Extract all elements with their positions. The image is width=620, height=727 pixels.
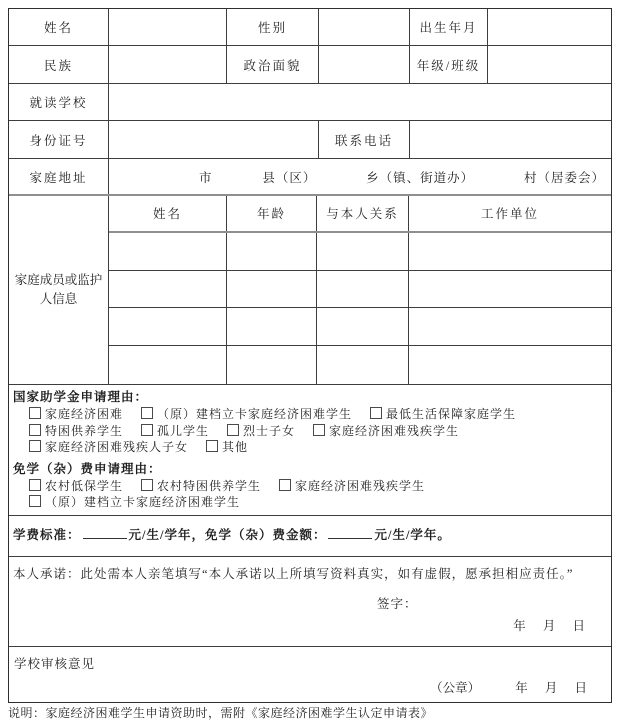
row-basic-2 [9,46,611,84]
waiver-amount-blank[interactable] [328,538,372,539]
school-field[interactable] [109,84,611,120]
checkbox-icon[interactable] [313,424,325,436]
home-address-field[interactable] [109,159,611,194]
checkbox-item[interactable] [141,406,352,423]
checkbox-item[interactable] [29,439,188,456]
family-table-header [109,196,611,233]
promise-statement [9,557,611,582]
family-table-row [109,271,611,309]
checkbox-icon[interactable] [206,440,218,452]
checkbox-icon[interactable] [29,407,41,419]
phone-field[interactable] [410,121,611,158]
checkbox-item[interactable] [29,406,123,423]
checkbox-item[interactable] [279,478,425,495]
political-status-label: 政治面貌 [227,46,319,83]
tuition-standard-row [9,516,611,557]
home-address-label: 家庭地址 [9,159,109,194]
tuition-amount-blank[interactable] [83,538,127,539]
family-name-cell[interactable] [109,271,227,308]
month-label: 月 [542,619,556,633]
checkbox-icon[interactable] [370,407,382,419]
family-employer-cell[interactable] [409,233,611,270]
waiver-amount-label: 免学（杂）费金额： [204,528,327,542]
checkbox-icon[interactable] [29,495,41,507]
checkbox-icon[interactable] [29,440,41,452]
checkbox-label: 家庭经济困难残疾学生 [329,423,460,438]
family-table-row [109,308,611,346]
checkbox-item[interactable] [141,423,209,440]
grant-reasons-title: 国家助学金申请理由： [13,390,149,404]
family-table-row [109,346,611,384]
family-relation-cell[interactable] [317,346,409,384]
political-status-field[interactable] [319,46,410,83]
day-label: 日 [572,619,585,633]
signature-label[interactable]: 签字： [377,597,418,611]
checkbox-icon[interactable] [141,424,153,436]
footnote: 说明：家庭经济困难学生申请资助时，需附《家庭经济困难学生认定申请表》 [8,706,434,720]
row-school [9,84,611,121]
family-col-name: 姓名 [109,196,227,231]
family-age-cell[interactable] [227,271,317,308]
month-label: 月 [544,681,558,695]
checkbox-item[interactable] [29,478,123,495]
checkbox-item[interactable] [313,423,459,440]
family-name-cell[interactable] [109,233,227,270]
checkbox-item[interactable] [29,494,240,511]
birth-date-label: 出生年月 [410,9,488,45]
school-review-section [9,647,611,702]
id-number-label: 身份证号 [9,121,109,158]
promise-prefix: 本人承诺： [13,567,81,581]
application-reasons-section [9,385,611,516]
day-label: 日 [574,681,587,695]
checkbox-icon[interactable] [29,479,41,491]
personal-promise-section [9,557,611,647]
row-address [9,159,611,196]
name-field[interactable] [109,9,227,45]
family-employer-cell[interactable] [409,308,611,345]
checkbox-icon[interactable] [29,424,41,436]
address-township-hint: 乡（镇、街道办） [366,170,475,185]
checkbox-label: 家庭经济困难残疾学生 [295,478,426,493]
checkbox-icon[interactable] [141,479,153,491]
checkbox-item[interactable] [370,406,516,423]
family-members-label: 家庭成员或监护人信息 [9,196,109,384]
checkbox-label: 孤儿学生 [157,423,210,438]
family-employer-cell[interactable] [409,271,611,308]
family-age-cell[interactable] [227,346,317,384]
family-employer-cell[interactable] [409,346,611,384]
checkbox-label: 家庭经济困难 [45,407,124,421]
checkbox-icon[interactable] [227,424,239,436]
checkbox-label: 最低生活保障家庭学生 [386,407,517,421]
checkbox-icon[interactable] [141,407,153,419]
ethnicity-label: 民族 [9,46,109,83]
checkbox-item[interactable] [206,439,248,456]
family-table-row [109,233,611,271]
family-members-table [109,196,611,384]
family-col-relation: 与本人关系 [317,196,409,231]
checkbox-label: （原）建档立卡家庭经济困难学生 [45,495,241,510]
promise-date-line [9,616,611,634]
checkbox-label: 农村特困供养学生 [157,478,262,493]
checkbox-item[interactable] [227,423,295,440]
review-seal-date-line [430,678,587,696]
waiver-unit-text: 元/生/学年。 [374,528,451,542]
row-basic-1 [9,9,611,46]
birth-date-field[interactable] [488,9,611,45]
official-seal-label: （公章） [430,681,481,695]
school-label: 就读学校 [9,84,109,120]
id-number-field[interactable] [109,121,319,158]
checkbox-label: 烈士子女 [243,423,296,438]
checkbox-label: 农村低保学生 [45,478,124,493]
checkbox-item[interactable] [29,423,123,440]
year-label: 年 [513,619,526,633]
family-relation-cell[interactable] [317,233,409,270]
gender-label: 性别 [227,9,319,45]
student-aid-application-form [8,8,612,703]
waiver-reasons-title: 免学（杂）费申请理由： [13,461,162,476]
family-relation-cell[interactable] [317,271,409,308]
family-relation-cell[interactable] [317,308,409,345]
family-col-employer: 工作单位 [480,207,539,222]
ethnicity-field[interactable] [109,46,227,83]
row-id-phone [9,121,611,159]
phone-label: 联系电话 [319,121,410,158]
grade-class-field[interactable] [488,46,611,83]
gender-field[interactable] [319,9,410,45]
family-col-age: 年龄 [227,196,317,231]
family-name-cell[interactable] [109,308,227,345]
checkbox-label: 其他 [222,440,249,455]
name-label: 姓名 [9,9,109,45]
grant-reasons-line-1 [13,406,605,423]
tuition-unit-text: 元/生/学年， [128,528,205,542]
checkbox-label: 特困供养学生 [45,423,124,438]
family-name-cell[interactable] [109,346,227,384]
school-review-label: 学校审核意见 [14,657,96,671]
tuition-standard-label: 学费标准： [13,528,81,542]
address-county-hint: 县（区） [262,170,317,185]
promise-body: 此处需本人亲笔填写“本人承诺以上所填写资料真实，如有虚假，愿承担相应责任。” [80,567,574,581]
year-label: 年 [515,681,528,695]
waiver-reasons-line-2 [13,494,605,511]
checkbox-icon[interactable] [279,479,291,491]
address-city-hint: 市 [199,170,213,185]
address-village-hint: 村（居委会） [523,170,605,185]
family-age-cell[interactable] [227,308,317,345]
grant-reasons-line-3 [13,439,605,456]
grant-reasons-line-2 [13,423,605,440]
family-members-section [9,196,611,385]
checkbox-label: （原）建档立卡家庭经济困难学生 [157,407,353,421]
checkbox-item[interactable] [141,478,261,495]
family-age-cell[interactable] [227,233,317,270]
grade-class-label: 年级/班级 [410,46,488,83]
waiver-reasons-line-1 [13,478,605,495]
checkbox-label: 家庭经济困难残疾人子女 [45,440,189,455]
